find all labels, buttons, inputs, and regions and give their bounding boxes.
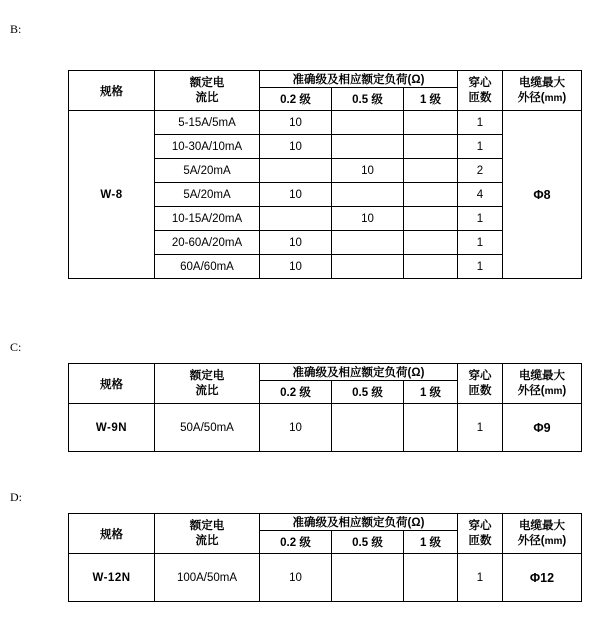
header-accuracy-group-d: 准确级及相应额定负荷(Ω) (260, 514, 458, 531)
header-turns-b: 穿心 匝数 (458, 71, 503, 111)
ratio-cell: 10-15A/20mA (155, 207, 260, 231)
acc-05-cell (332, 404, 404, 452)
ratio-cell: 20-60A/20mA (155, 231, 260, 255)
spec-table-d (68, 513, 582, 602)
acc-1-cell (404, 183, 458, 207)
acc-1-cell (404, 207, 458, 231)
acc-1-cell (404, 231, 458, 255)
turns-cell: 1 (458, 554, 503, 602)
acc-02-cell: 10 (260, 231, 332, 255)
acc-1-cell (404, 554, 458, 602)
turns-cell: 1 (458, 111, 503, 135)
table-row (69, 111, 582, 135)
model-cell-d: W-12N (69, 554, 155, 602)
table-header-row (69, 514, 582, 531)
acc-02-cell (260, 207, 332, 231)
header-accuracy-group-b: 准确级及相应额定负荷(Ω) (260, 71, 458, 88)
turns-cell: 1 (458, 255, 503, 279)
header-spec-c: 规格 (69, 364, 155, 404)
ratio-cell: 5A/20mA (155, 183, 260, 207)
header-acc-05-c: 0.5 级 (332, 381, 404, 404)
header-diameter-d: 电缆最大 外径(mm) (503, 514, 582, 554)
ratio-cell: 10-30A/10mA (155, 135, 260, 159)
section-label-c: C: (10, 340, 22, 354)
header-turns-c: 穿心 匝数 (458, 364, 503, 404)
acc-05-cell: 10 (332, 159, 404, 183)
header-acc-1-c: 1 级 (404, 381, 458, 404)
spec-table-c (68, 363, 582, 452)
turns-cell: 1 (458, 135, 503, 159)
turns-cell: 2 (458, 159, 503, 183)
header-spec-d: 规格 (69, 514, 155, 554)
acc-1-cell (404, 159, 458, 183)
acc-1-cell (404, 111, 458, 135)
turns-cell: 1 (458, 404, 503, 452)
diameter-cell-c: Φ9 (503, 404, 582, 452)
header-ratio-c: 额定电 流比 (155, 364, 260, 404)
table-header-row (69, 364, 582, 381)
acc-05-cell (332, 135, 404, 159)
ratio-cell: 100A/50mA (155, 554, 260, 602)
ratio-cell: 60A/60mA (155, 255, 260, 279)
table-header-row (69, 71, 582, 88)
header-acc-05-b: 0.5 级 (332, 88, 404, 111)
ratio-cell: 5A/20mA (155, 159, 260, 183)
acc-05-cell (332, 554, 404, 602)
header-diameter-b: 电缆最大 外径(mm) (503, 71, 582, 111)
acc-05-cell (332, 183, 404, 207)
acc-02-cell (260, 159, 332, 183)
header-diameter-c: 电缆最大 外径(mm) (503, 364, 582, 404)
header-ratio-b: 额定电 流比 (155, 71, 260, 111)
turns-cell: 1 (458, 231, 503, 255)
header-acc-05-d: 0.5 级 (332, 531, 404, 554)
acc-1-cell (404, 404, 458, 452)
acc-02-cell: 10 (260, 111, 332, 135)
acc-05-cell (332, 231, 404, 255)
ratio-cell: 50A/50mA (155, 404, 260, 452)
diameter-cell-d: Φ12 (503, 554, 582, 602)
section-label-b: B: (10, 22, 22, 36)
header-acc-02-b: 0.2 级 (260, 88, 332, 111)
ratio-cell: 5-15A/5mA (155, 111, 260, 135)
acc-02-cell: 10 (260, 554, 332, 602)
acc-02-cell: 10 (260, 404, 332, 452)
acc-02-cell: 10 (260, 183, 332, 207)
header-turns-d: 穿心 匝数 (458, 514, 503, 554)
diameter-cell-b: Φ8 (503, 111, 582, 279)
acc-05-cell (332, 111, 404, 135)
header-ratio-d: 额定电 流比 (155, 514, 260, 554)
header-acc-02-d: 0.2 级 (260, 531, 332, 554)
acc-1-cell (404, 135, 458, 159)
header-acc-02-c: 0.2 级 (260, 381, 332, 404)
turns-cell: 1 (458, 207, 503, 231)
table-row (69, 554, 582, 602)
acc-1-cell (404, 255, 458, 279)
header-spec-b (69, 71, 155, 111)
turns-cell: 4 (458, 183, 503, 207)
header-spec-label: 规格 (100, 85, 123, 98)
model-cell-b: W-8 (69, 111, 155, 279)
acc-02-cell: 10 (260, 135, 332, 159)
acc-02-cell: 10 (260, 255, 332, 279)
acc-05-cell (332, 255, 404, 279)
header-accuracy-group-c: 准确级及相应额定负荷(Ω) (260, 364, 458, 381)
table-row (69, 404, 582, 452)
acc-05-cell: 10 (332, 207, 404, 231)
section-label-d: D: (10, 490, 22, 504)
header-acc-1-b: 1 级 (404, 88, 458, 111)
model-cell-c: W-9N (69, 404, 155, 452)
header-acc-1-d: 1 级 (404, 531, 458, 554)
spec-table-b (68, 70, 582, 279)
